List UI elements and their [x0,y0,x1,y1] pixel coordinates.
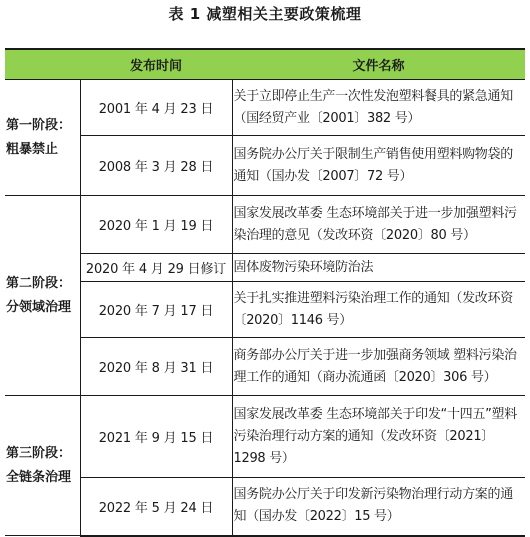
date-cell: 2020 年 8 月 31 日 [80,338,232,396]
doc-cell: 关于立即停止生产一次性发泡塑料餐具的紧急通知（国经贸产业〔2001〕382 号） [232,80,525,136]
table-row [5,80,525,136]
date-cell: 2020 年 1 月 19 日 [80,196,232,254]
doc-cell: 国务院办公厅关于印发新污染物治理行动方案的通知（国办发〔2022〕15 号） [232,478,525,536]
date-cell: 2022 年 5 月 24 日 [80,478,232,536]
stage-name: 粗暴禁止 [6,141,59,157]
table-row [5,396,525,478]
date-cell: 2020 年 4 月 29 日修订 [80,254,232,282]
doc-cell: 固体废物污染环境防治法 [232,254,525,282]
date-cell: 2021 年 9 月 15 日 [80,396,232,478]
date-cell: 2001 年 4 月 23 日 [80,80,232,136]
stage-label: 第二阶段： [6,275,72,291]
header-doc: 文件名称 [232,49,525,80]
date-cell: 2008 年 3 月 28 日 [80,136,232,196]
table-row [5,282,525,338]
table-header-row [5,49,525,80]
header-stage [5,49,80,80]
stage-name: 分领域治理 [6,299,72,315]
stage-cell [5,396,80,536]
stage-name: 全链条治理 [6,469,72,485]
date-cell: 2020 年 7 月 17 日 [80,282,232,338]
stage-cell [5,80,80,196]
table-row [5,196,525,254]
table-title: 表 1 减塑相关主要政策梳理 [168,5,362,23]
stage-cell [5,196,80,396]
doc-cell: 国务院办公厅关于限制生产销售使用塑料购物袋的通知（国办发〔2007〕72 号） [232,136,525,196]
doc-cell: 关于扎实推进塑料污染治理工作的通知（发改环资〔2020〕1146 号） [232,282,525,338]
doc-cell: 国家发展改革委 生态环境部关于进一步加强塑料污染治理的意见（发改环资〔2020〕80 号） [232,196,525,254]
stage-label: 第三阶段： [6,445,72,461]
table-row [5,478,525,536]
header-date: 发布时间 [80,49,232,80]
table-row [5,136,525,196]
doc-cell: 商务部办公厅关于进一步加强商务领域 塑料污染治理工作的通知（商办流通函〔2020〕306 号） [232,338,525,396]
stage-label: 第一阶段： [6,117,72,133]
table-row [5,338,525,396]
doc-cell: 国家发展改革委 生态环境部关于印发“十四五”塑料污染治理行动方案的通知（发改环资〔2021〕1298 号） [232,396,525,478]
table-row [5,254,525,282]
policy-table [5,48,525,537]
